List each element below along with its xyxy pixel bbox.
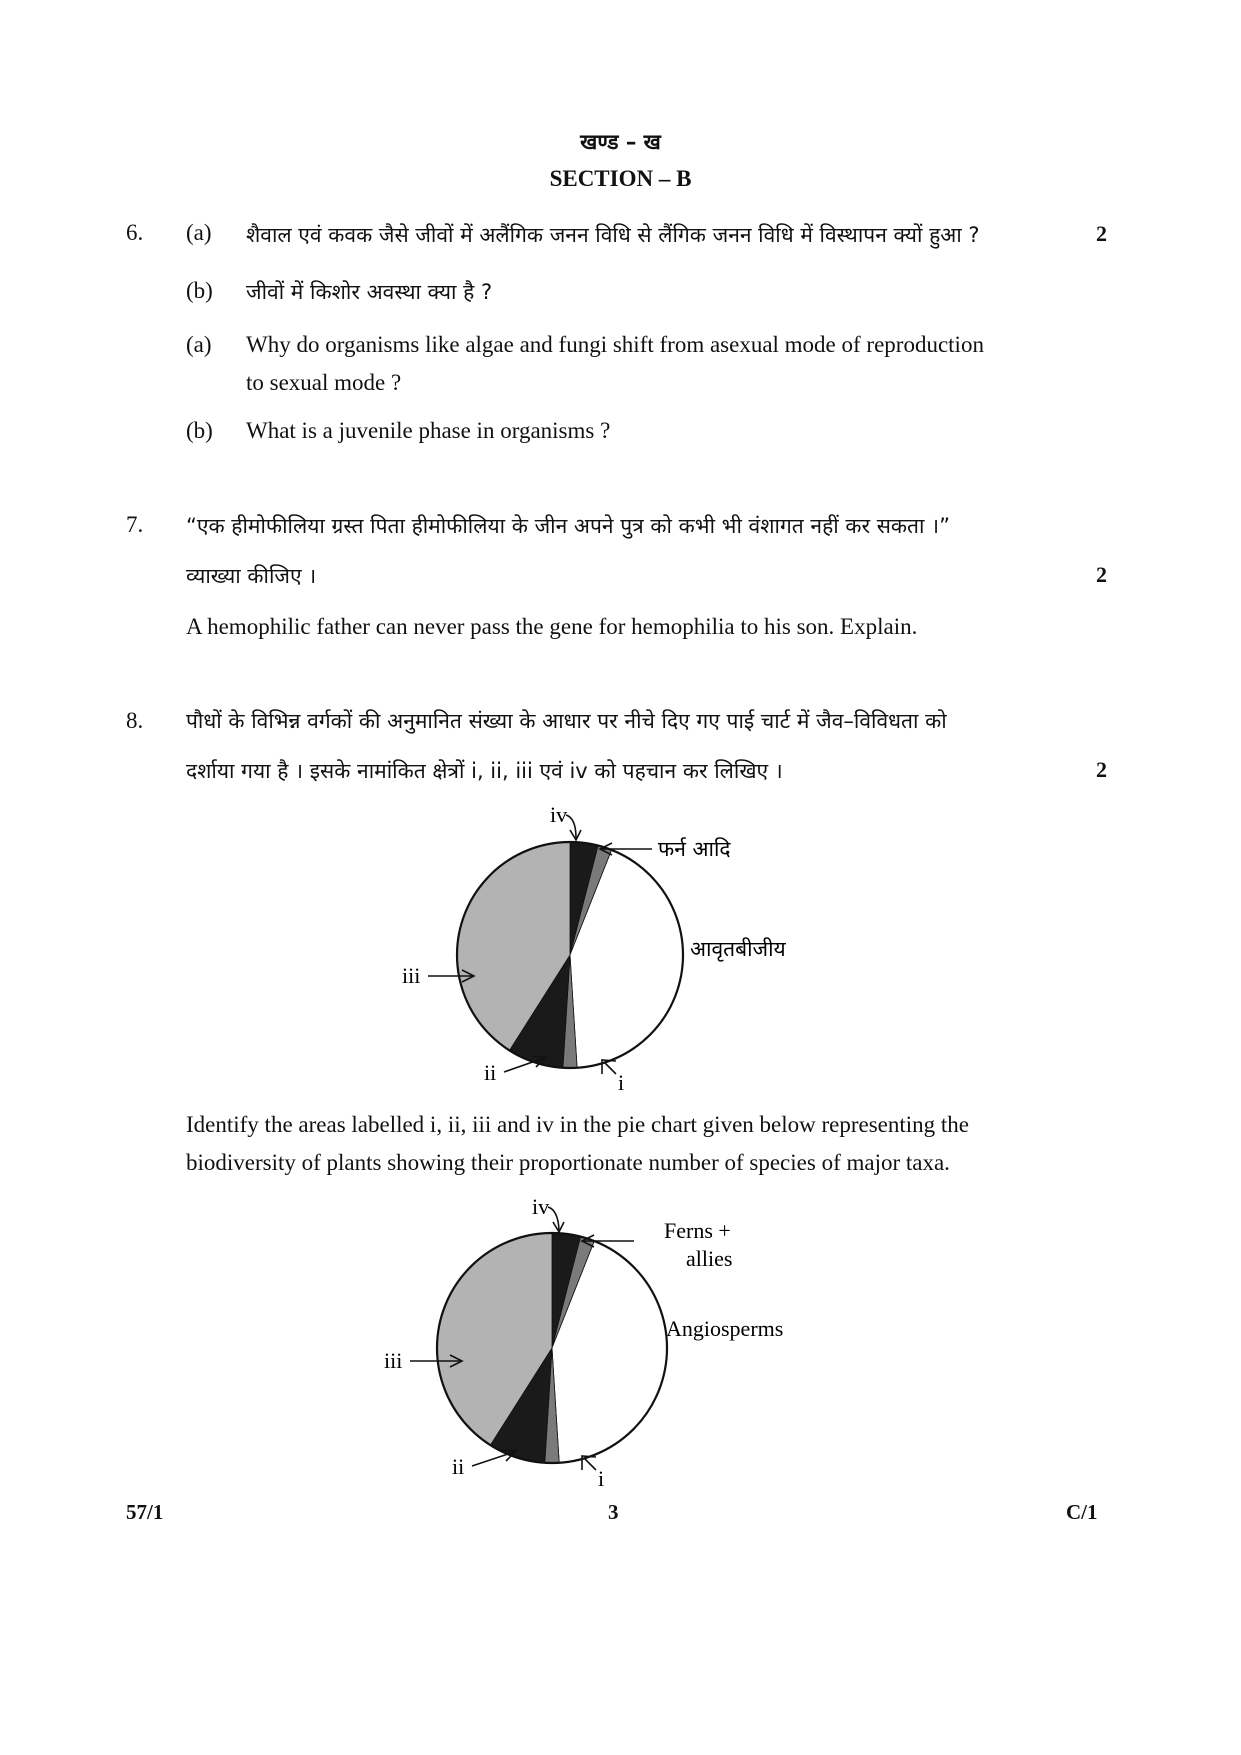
arrow-i: [584, 1458, 596, 1470]
slice-label-iii: iii: [402, 963, 421, 988]
slice-label-ii: ii: [452, 1454, 465, 1479]
question-text-english: Identify the areas labelled i, ii, iii and iv in the pie chart given below representing the: [186, 1112, 970, 1137]
question-text-english: to sexual mode ?: [246, 370, 402, 395]
slice-label-iv: iv: [550, 802, 568, 827]
question-number: 8.: [126, 708, 144, 733]
question-text-hindi: दर्शाया गया है । इसके नामांकित क्षेत्रों i, ii, iii एवं iv को पहचान कर लिखिए ।: [186, 759, 783, 783]
slice-label-iv: iv: [532, 1194, 550, 1219]
marks: 2: [1096, 562, 1107, 587]
set-code: C/1: [1066, 1500, 1098, 1524]
question-text-english: biodiversity of plants showing their proportionate number of species of major taxa.: [186, 1150, 950, 1175]
slice-label-angiosperms: आवृतबीजीय: [690, 937, 786, 961]
pie-slices: [457, 842, 683, 1068]
question-number: 7.: [126, 512, 144, 537]
part-label: (b): [186, 278, 213, 303]
slice-label-angiosperms: Angiosperms: [666, 1316, 784, 1341]
question-text-english: Why do organisms like algae and fungi shift from asexual mode of reproduction: [246, 332, 984, 357]
question-number: 6.: [126, 220, 144, 245]
slice-label-i: i: [598, 1466, 605, 1491]
slice-label-ferns: allies: [686, 1246, 733, 1271]
part-label: (a): [186, 220, 212, 245]
slice-label-iii: iii: [384, 1348, 403, 1373]
pie-chart-english: [360, 1190, 840, 1495]
page-number: 3: [608, 1500, 619, 1524]
part-label: (a): [186, 332, 212, 357]
slice-label-i: i: [618, 1070, 625, 1095]
marks: 2: [1096, 757, 1107, 782]
marks: 2: [1096, 221, 1107, 246]
question-text-hindi: व्याख्या कीजिए ।: [186, 564, 317, 588]
question-text-english: What is a juvenile phase in organisms ?: [246, 418, 611, 443]
section-title-english: SECTION – B: [549, 166, 692, 191]
slice-label-ferns: फर्न आदि: [658, 837, 731, 861]
arrow-iv: [548, 1207, 559, 1230]
slice-label-ii: ii: [484, 1060, 497, 1085]
paper-code: 57/1: [126, 1500, 164, 1524]
arrow-iv: [566, 815, 576, 838]
question-text-hindi: जीवों में किशोर अवस्था क्या है ?: [246, 280, 493, 304]
slice-label-ferns: Ferns +: [664, 1218, 731, 1243]
question-text-hindi: “एक हीमोफीलिया ग्रस्त पिता हीमोफीलिया के जीन अपने पुत्र को कभी भी वंशागत नहीं कर सकता ।”: [186, 514, 950, 538]
arrow-i: [604, 1062, 616, 1074]
part-label: (b): [186, 418, 213, 443]
question-text-hindi: शैवाल एवं कवक जैसे जीवों में अलैंगिक जनन विधि से लैंगिक जनन विधि में विस्थापन क्यों हुआ ?: [246, 223, 980, 247]
section-title-hindi: खण्ड – ख: [580, 130, 661, 154]
pie-slices: [437, 1233, 667, 1463]
question-text-hindi: पौधों के विभिन्न वर्गकों की अनुमानित संख्या के आधार पर नीचे दिए गए पाई चार्ट में जैव–विविधता को: [186, 709, 947, 733]
question-text-english: A hemophilic father can never pass the gene for hemophilia to his son. Explain.: [186, 614, 918, 639]
pie-chart-hindi: [380, 800, 820, 1100]
